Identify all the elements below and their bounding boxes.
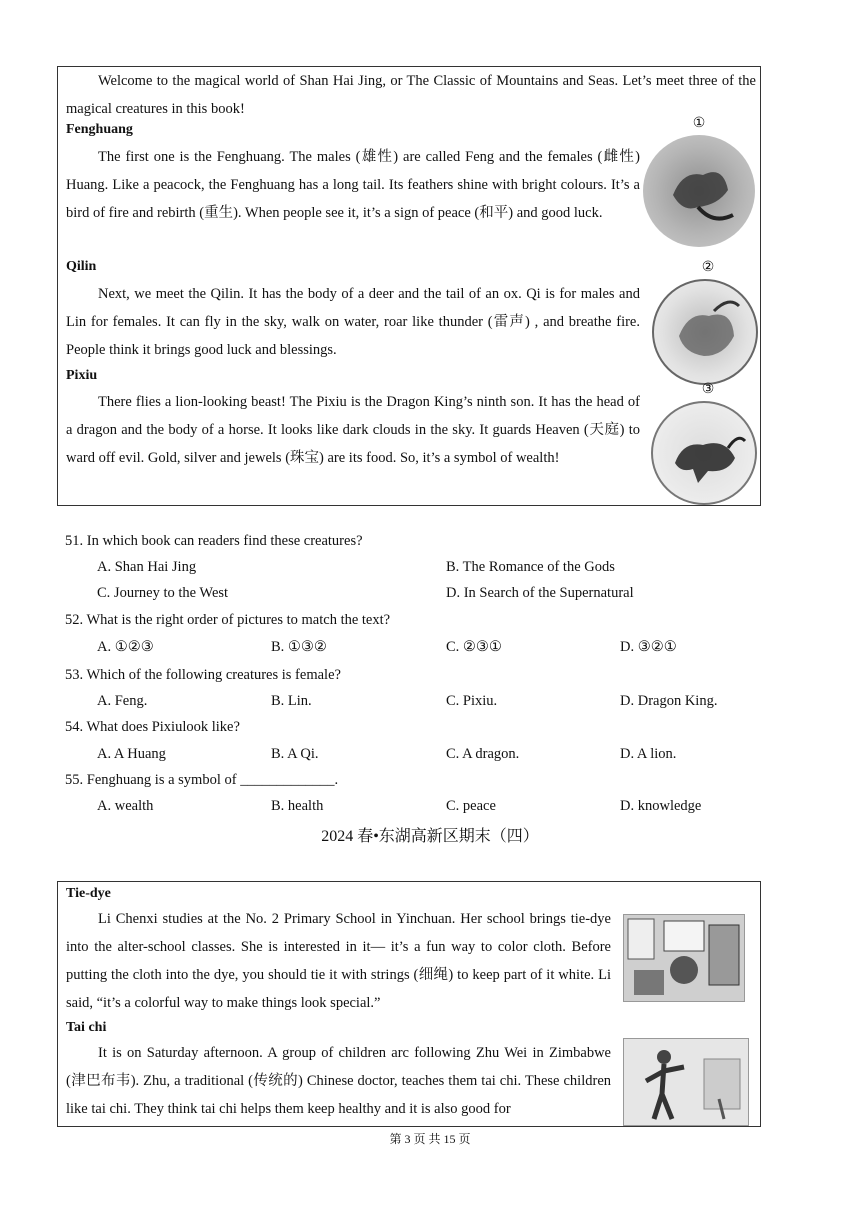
pixiu-picture [651,401,757,505]
q51-option-a: A. Shan Hai Jing [97,559,197,575]
q54-option-a: A. A Huang [97,746,166,762]
section-title: 2024 春•东湖高新区期末（四） [321,828,539,845]
picture-label-3: ③ [701,382,715,397]
q55-option-c: C. peace [446,798,496,814]
taichi-paragraph: It is on Saturday afternoon. A group of children arc following Zhu Wei in Zimbabwe (津巴布韦). Zhu, a traditional (传统的) Chinese doctor, teaches them tai chi. These children like tai chi. They think tai chi helps them keep healthy and it is also good for [66,1045,611,1117]
creature-icon [654,281,756,383]
pixiu-paragraph: There flies a lion-looking beast! The Pixiu is the Dragon King’s ninth son. It has the head of a dragon and the body of a horse. It looks like dark clouds in the sky. It guards Heaven (天庭) to ward off evil. Gold, silver and jewels (珠宝) are its food. So, it’s a symbol of wealth! [66,394,640,466]
tiedye-paragraph: Li Chenxi studies at the No. 2 Primary School in Yinchuan. Her school brings tie-dye into the alter-school classes. She is interested in it— it’s a fun way to color cloth. Before putting the cloth into the dye, you should tie it with strings (细绳) to keep part of it white. Li said, “it’s a colorful way to make things look special.” [66,911,611,1011]
question-53: 53. Which of the following creatures is female? [65,667,341,683]
q51-option-b: B. The Romance of the Gods [446,559,615,575]
passage-box-1 [57,66,761,506]
intro-paragraph: Welcome to the magical world of Shan Hai Jing, or The Classic of Mountains and Seas. Let’s meet three of the magical creatures in this book! [66,73,756,117]
q52-option-b: B. ①③② [271,639,327,655]
q52-option-d: D. ③②① [620,639,677,655]
question-51: 51. In which book can readers find these creatures? [65,533,363,549]
q53-option-c: C. Pixiu. [446,693,498,709]
tiedye-heading: Tie-dye [66,886,111,901]
question-54: 54. What does Pixiulook like? [65,719,240,735]
page-footer: 第 3 页 共 15 页 [389,1132,471,1146]
tiedye-scene-icon [624,915,744,1001]
q53-option-a: A. Feng. [97,693,148,709]
q51-option-c: C. Journey to the West [97,585,229,601]
fenghuang-paragraph: The first one is the Fenghuang. The males (雄性) are called Feng and the females (雌性) Huang. Like a peacock, the Fenghuang has a long tail. Its feathers shine with bright colours. It’s a bird of fire and rebirth (重生). When people see it, it’s a sign of peace (和平) and good luck. [66,149,640,221]
passage-box-2 [57,881,761,1127]
q54-option-b: B. A Qi. [271,746,319,762]
taichi-photo [623,1038,749,1126]
q55-option-b: B. health [271,798,324,814]
fenghuang-picture [643,135,755,247]
q54-option-d: D. A lion. [620,746,677,762]
bird-icon [643,135,755,247]
taichi-scene-icon [624,1039,748,1125]
pixiu-heading: Pixiu [66,368,98,383]
qilin-heading: Qilin [66,259,97,274]
q53-option-d: D. Dragon King. [620,693,718,709]
q55-option-a: A. wealth [97,798,154,814]
q55-option-d: D. knowledge [620,798,702,814]
question-55: 55. Fenghuang is a symbol of _____________. [65,772,339,788]
q54-option-c: C. A dragon. [446,746,520,762]
fenghuang-heading: Fenghuang [66,122,133,137]
q52-option-c: C. ②③① [446,639,502,655]
picture-label-1: ① [692,116,706,131]
tiedye-photo [623,914,745,1002]
question-52: 52. What is the right order of pictures to match the text? [65,612,391,628]
q53-option-b: B. Lin. [271,693,312,709]
qilin-paragraph: Next, we meet the Qilin. It has the body of a deer and the tail of an ox. Qi is for males and Lin for females. It can fly in the sky, walk on water, roar like thunder (雷声) , and breathe fire. People think it brings good luck and blessings. [66,286,640,358]
q51-option-d: D. In Search of the Supernatural [446,585,634,601]
qilin-picture [652,279,758,385]
q52-option-a: A. ①②③ [97,639,154,655]
taichi-heading: Tai chi [66,1020,107,1035]
lion-beast-icon [653,403,755,503]
picture-label-2: ② [701,260,715,275]
